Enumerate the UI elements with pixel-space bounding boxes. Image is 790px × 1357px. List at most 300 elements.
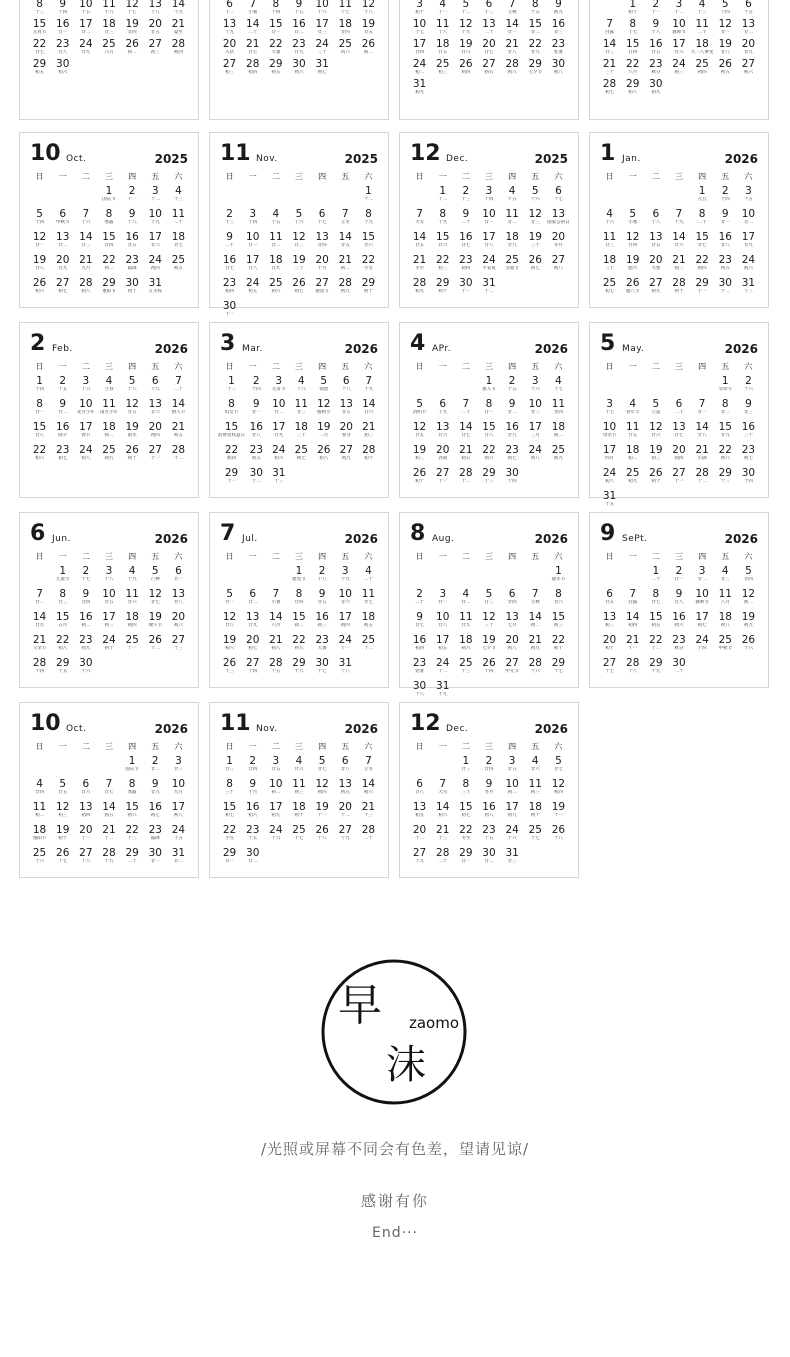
day-cell [431, 185, 454, 208]
day-number: 31 [272, 467, 286, 479]
empty-cell [667, 375, 690, 398]
lunar-label: 中秋节 [718, 646, 733, 651]
day-cell [97, 847, 120, 870]
day-cell [621, 254, 644, 277]
day-cell [691, 444, 714, 467]
day-cell [598, 277, 621, 300]
day-cell [167, 824, 190, 847]
day-number: 31 [148, 277, 162, 289]
lunar-label: 初四 [150, 266, 160, 271]
weekday-label: 一 [58, 552, 67, 561]
day-number: 29 [269, 58, 283, 70]
day-cell [408, 588, 431, 611]
day-cell [737, 58, 760, 78]
day-cell [714, 467, 737, 490]
day-cell [334, 231, 357, 254]
day-cell [501, 847, 524, 870]
lunar-label: 初五 [415, 813, 425, 818]
lunar-label: 初六 [225, 646, 235, 651]
month-card-oct26 [19, 702, 199, 878]
day-number: 24 [102, 634, 116, 646]
day-number: 23 [482, 824, 496, 836]
day-number: 13 [79, 801, 93, 813]
weekday-label: 六 [744, 362, 753, 371]
month-card-oct25 [19, 132, 199, 308]
day-number: 25 [695, 58, 709, 70]
day-number: 15 [32, 18, 47, 30]
day-number: 2 [721, 185, 729, 197]
lunar-label: 秋分 [651, 70, 661, 75]
day-number: 8 [462, 778, 470, 790]
day-number: 22 [361, 254, 376, 266]
day-number: 10 [79, 398, 93, 410]
day-cell [28, 634, 51, 657]
weekday-label: 四 [508, 742, 517, 751]
lunar-label: 廿五 [651, 243, 661, 248]
weekday-label: 日 [225, 742, 234, 751]
lunar-label: 三十 [317, 50, 327, 55]
lunar-label: 十二 [720, 289, 730, 294]
weekday-row [598, 171, 760, 183]
day-cell [167, 847, 190, 870]
lunar-label: 十八 [341, 387, 351, 392]
day-number: 2 [249, 755, 257, 767]
lunar-label: 初八 [58, 646, 68, 651]
weekday-label: 三 [294, 742, 303, 751]
day-cell [358, 444, 381, 467]
day-number: 21 [528, 634, 542, 646]
lunar-label: 初六 [743, 70, 753, 75]
day-cell [714, 231, 737, 254]
day-cell [408, 680, 431, 703]
lunar-label: 初六 [294, 70, 304, 75]
weekday-label: 五 [151, 742, 160, 751]
day-cell [408, 78, 431, 98]
day-number: 29 [528, 58, 542, 70]
day-number: 29 [32, 58, 47, 70]
lunar-label: 国庆节 [125, 767, 139, 772]
lunar-label: 十八 [81, 859, 91, 864]
day-number: 5 [652, 398, 660, 410]
lunar-label: 平安夜 [482, 266, 496, 271]
day-cell [245, 421, 268, 444]
weekday-label: 日 [35, 172, 44, 181]
day-number: 23 [672, 634, 686, 646]
weekday-label: 二 [461, 742, 470, 751]
day-number: 6 [416, 778, 423, 790]
day-number: 10 [695, 588, 709, 600]
day-cell [97, 185, 120, 208]
day-number: 24 [436, 657, 450, 669]
empty-cell [74, 755, 97, 778]
lunar-label: 二十 [461, 220, 471, 225]
day-cell [598, 611, 621, 634]
day-cell [454, 611, 477, 634]
day-number: 4 [297, 375, 305, 387]
day-number: 5 [295, 208, 303, 220]
lunar-label: 廿九 [507, 433, 517, 438]
day-cell [357, 565, 380, 588]
lunar-label: 廿一 [720, 220, 730, 225]
day-number: 2 [675, 565, 683, 577]
month-card-jul25 [19, 0, 199, 120]
lunar-label: 大暑 [271, 50, 281, 55]
day-cell [268, 398, 291, 421]
day-number: 9 [555, 0, 562, 10]
empty-cell [97, 657, 120, 680]
day-number: 12 [148, 588, 162, 600]
month-name: Jan. [622, 154, 641, 164]
year: 2026 [724, 342, 758, 356]
day-number: 6 [341, 755, 349, 767]
lunar-label: 三十 [743, 433, 753, 438]
day-cell [287, 231, 310, 254]
day-cell [97, 231, 120, 254]
day-number: 25 [294, 444, 308, 456]
lunar-label: 初四 [415, 646, 425, 651]
lunar-label: 廿七 [461, 433, 471, 438]
day-number: 15 [528, 18, 542, 30]
weekday-label: 四 [128, 172, 137, 181]
day-cell [241, 755, 264, 778]
lunar-label: 廿八 [415, 790, 425, 795]
weekday-label: 二 [461, 172, 470, 181]
lunar-label: 廿八 [35, 433, 45, 438]
day-cell [28, 254, 51, 277]
day-number: 9 [128, 208, 136, 220]
empty-cell [524, 847, 547, 870]
day-number: 5 [36, 208, 43, 220]
weekday-label: 六 [554, 362, 563, 371]
weekday-row [408, 171, 570, 183]
date-grid [598, 375, 760, 513]
lunar-label: 万圣夜 [148, 289, 163, 294]
lunar-label: 十二 [150, 646, 160, 651]
day-cell [121, 611, 144, 634]
day-number: 13 [315, 231, 329, 243]
lunar-label: 初十 [530, 813, 540, 818]
day-cell [268, 375, 291, 398]
day-number: 27 [649, 277, 663, 289]
lunar-label: 初二 [294, 623, 304, 628]
weekday-label: 五 [531, 362, 540, 371]
empty-cell [335, 467, 358, 490]
day-cell [621, 444, 644, 467]
lunar-label: 七夕节 [528, 70, 543, 75]
lunar-label: 二月 [319, 433, 329, 438]
lunar-label: 六月 [271, 623, 281, 628]
day-number: 26 [482, 657, 496, 669]
weekday-label: 一 [438, 172, 447, 181]
day-cell [431, 277, 454, 300]
day-cell [218, 0, 241, 18]
day-cell [357, 277, 380, 300]
day-number: 21 [79, 254, 93, 266]
day-number: 21 [32, 634, 47, 646]
day-number: 8 [439, 208, 447, 220]
empty-cell [547, 78, 570, 98]
day-cell [547, 0, 570, 18]
day-cell [454, 58, 477, 78]
date-grid [408, 375, 570, 490]
day-number: 10 [79, 0, 93, 10]
day-cell [454, 824, 477, 847]
day-number: 3 [82, 375, 90, 387]
day-number: 3 [439, 588, 447, 600]
day-number: 26 [649, 467, 663, 479]
day-cell [334, 0, 357, 18]
day-cell [691, 588, 714, 611]
day-number: 30 [741, 467, 756, 479]
lunar-label: 初七 [294, 289, 304, 294]
day-number: 4 [721, 565, 729, 577]
lunar-label: 十二 [461, 479, 471, 484]
day-cell [598, 38, 621, 58]
day-cell [714, 611, 737, 634]
day-cell [287, 254, 310, 277]
day-cell [501, 801, 524, 824]
day-number: 8 [531, 0, 539, 10]
empty-cell [454, 375, 477, 398]
lunar-label: 初十 [364, 456, 374, 461]
day-number: 4 [105, 375, 113, 387]
empty-cell [167, 277, 190, 300]
day-cell [737, 38, 760, 58]
lunar-label: 二十 [674, 410, 684, 415]
weekday-label: 一 [248, 742, 257, 751]
day-number: 30 [292, 58, 306, 70]
lunar-label: 廿七 [225, 266, 235, 271]
day-number: 28 [246, 58, 260, 70]
day-cell [691, 254, 714, 277]
empty-cell [524, 680, 547, 703]
day-number: 9 [485, 778, 493, 790]
lunar-label: 十五 [81, 10, 91, 15]
empty-cell [691, 490, 714, 513]
day-number: 12 [125, 0, 139, 10]
month-number: 1 [600, 141, 616, 166]
date-grid [218, 185, 380, 323]
day-cell [28, 421, 51, 444]
day-number: 21 [436, 824, 450, 836]
lunar-label: 三十 [484, 623, 494, 628]
empty-cell [454, 78, 477, 98]
day-cell [431, 657, 454, 680]
day-number: 29 [718, 467, 732, 479]
day-cell [477, 824, 500, 847]
day-cell [357, 801, 380, 824]
day-cell [524, 634, 547, 657]
day-cell [97, 38, 120, 58]
day-cell [737, 444, 760, 467]
lunar-label: 国庆节 [102, 197, 116, 202]
lunar-label: 廿五 [415, 243, 425, 248]
day-cell [144, 611, 167, 634]
day-number: 21 [102, 824, 116, 836]
day-number: 26 [148, 634, 162, 646]
lunar-label: 廿二 [150, 767, 160, 772]
month-header [30, 141, 188, 167]
day-cell [74, 657, 97, 680]
day-number: 15 [269, 18, 283, 30]
lunar-label: 十八 [628, 669, 638, 674]
lunar-label: 十三 [173, 646, 183, 651]
weekday-label: 三 [484, 742, 493, 751]
month-name: Nov. [256, 724, 278, 734]
lunar-label: 十六 [317, 10, 327, 15]
zaomo-logo [320, 958, 468, 1106]
lunar-label: 初三 [605, 623, 615, 628]
weekday-label: 六 [554, 742, 563, 751]
lunar-label: 初三 [651, 456, 661, 461]
day-cell [501, 0, 524, 18]
day-number: 30 [246, 847, 260, 859]
day-number: 6 [342, 375, 350, 387]
lunar-label: 廿二 [461, 600, 471, 605]
day-number: 24 [246, 277, 260, 289]
lunar-label: 廿三 [173, 767, 183, 772]
day-number: 28 [79, 277, 93, 289]
day-cell [737, 565, 760, 588]
lunar-label: 初七 [296, 456, 306, 461]
lunar-label: 十七 [605, 669, 615, 674]
day-cell [357, 634, 380, 657]
day-number: 10 [272, 398, 286, 410]
lunar-label: 初二 [271, 790, 281, 795]
day-number: 27 [412, 847, 427, 859]
day-cell [454, 634, 477, 657]
empty-cell [408, 565, 431, 588]
day-number: 27 [339, 444, 353, 456]
lunar-label: 廿一 [35, 243, 45, 248]
lunar-label: 初七 [605, 90, 615, 95]
empty-cell [311, 847, 334, 870]
day-number: 4 [555, 375, 562, 387]
day-number: 11 [338, 0, 352, 10]
day-number: 6 [439, 398, 447, 410]
empty-cell [241, 565, 264, 588]
day-number: 15 [626, 38, 640, 50]
lunar-label: 十二 [340, 813, 350, 818]
day-number: 25 [32, 847, 47, 859]
day-cell [28, 444, 51, 467]
day-number: 30 [148, 847, 162, 859]
lunar-label: 廿二 [81, 30, 91, 35]
day-cell [667, 657, 690, 680]
day-number: 15 [482, 421, 496, 433]
lunar-label: 廿一 [720, 30, 730, 35]
lunar-label: 廿九 [461, 623, 471, 628]
day-cell [714, 254, 737, 277]
day-cell [290, 444, 313, 467]
lunar-label: 小寒 [628, 220, 638, 225]
lunar-label: 廿五 [340, 243, 350, 248]
lunar-label: 初九 [341, 456, 351, 461]
lunar-label: 初九 [507, 813, 517, 818]
lunar-label: 十八 [127, 387, 137, 392]
lunar-label: 廿三 [461, 767, 471, 772]
lunar-label: 廿一 [271, 30, 281, 35]
empty-cell [454, 680, 477, 703]
day-cell [691, 398, 714, 421]
lunar-label: 十二 [438, 669, 448, 674]
day-number: 17 [528, 421, 542, 433]
empty-cell [357, 58, 380, 78]
lunar-label: 十一 [227, 479, 236, 484]
day-cell [357, 231, 380, 254]
lunar-label: 元宵节 [272, 387, 286, 392]
day-number: 7 [272, 588, 280, 600]
day-cell [74, 588, 97, 611]
lunar-label: 廿八 [697, 433, 707, 438]
day-cell [454, 588, 477, 611]
day-number: 6 [249, 588, 257, 600]
day-cell [454, 755, 477, 778]
day-number: 17 [246, 254, 260, 266]
day-number: 22 [56, 634, 70, 646]
day-cell [264, 231, 287, 254]
lunar-label: 初七 [743, 456, 753, 461]
day-number: 15 [222, 801, 237, 813]
day-number: 20 [79, 824, 93, 836]
day-cell [74, 801, 97, 824]
day-cell [167, 18, 190, 38]
lunar-label: 廿三 [507, 859, 517, 864]
lunar-label: 廿二 [530, 30, 540, 35]
day-number: 22 [626, 58, 640, 70]
day-cell [524, 444, 547, 467]
day-cell [477, 657, 500, 680]
weekday-label: 一 [628, 362, 637, 371]
lunar-label: 十六 [294, 669, 304, 674]
lunar-label: 十三 [438, 836, 448, 841]
lunar-label: 廿四 [340, 30, 350, 35]
day-number: 31 [315, 58, 329, 70]
lunar-label: 初四 [81, 813, 91, 818]
day-cell [313, 375, 336, 398]
day-number: 9 [745, 398, 752, 410]
day-cell [167, 588, 190, 611]
weekday-label: 三 [104, 552, 113, 561]
lunar-label: 初八 [530, 456, 540, 461]
day-number: 16 [412, 634, 427, 646]
lunar-label: 九月 [81, 266, 91, 271]
day-number: 25 [718, 634, 732, 646]
lunar-label: 廿三 [81, 243, 91, 248]
day-number: 16 [246, 801, 260, 813]
day-number: 19 [459, 38, 473, 50]
day-cell [51, 421, 74, 444]
day-number: 22 [269, 38, 283, 50]
weekday-label: 三 [294, 552, 303, 561]
day-cell [121, 208, 144, 231]
lunar-label: 廿七 [35, 50, 45, 55]
day-number: 30 [412, 680, 427, 692]
day-cell [547, 38, 570, 58]
day-cell [97, 588, 120, 611]
day-cell [218, 611, 241, 634]
lunar-label: 十九 [340, 577, 350, 582]
day-cell [524, 611, 547, 634]
lunar-label: 中秋节 [55, 220, 70, 225]
lunar-label: 十四 [248, 220, 258, 225]
day-cell [74, 824, 97, 847]
day-number: 28 [436, 847, 450, 859]
day-cell [74, 444, 97, 467]
day-cell [97, 824, 120, 847]
weekday-label: 六 [744, 552, 753, 561]
day-number: 14 [246, 18, 260, 30]
